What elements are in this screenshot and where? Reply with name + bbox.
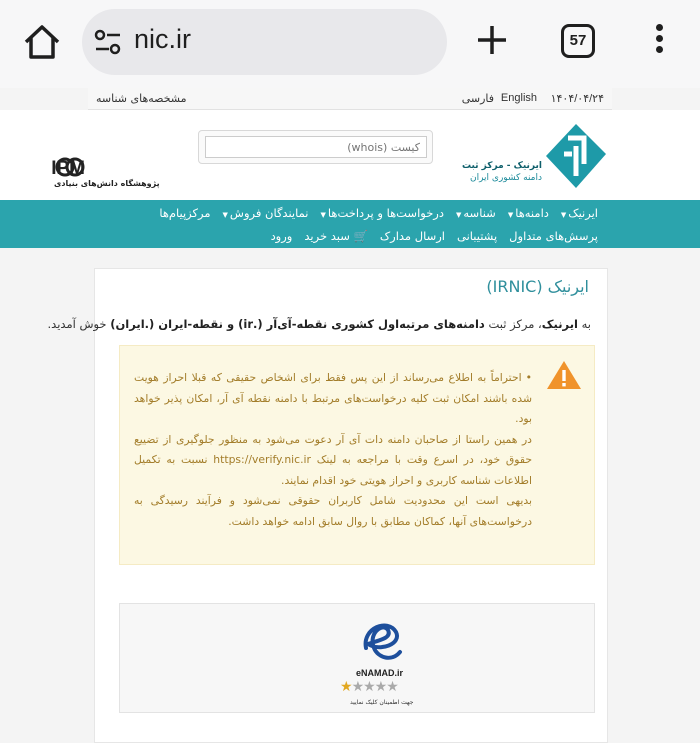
nav-item-messages[interactable]: مرکزپیام‌ها [159, 206, 211, 220]
whois-input[interactable] [205, 136, 427, 158]
nav-row-2 [265, 229, 604, 243]
irnic-logo-text [462, 160, 542, 184]
nav-item-faq[interactable]: پرسش‌های متداول [509, 229, 598, 243]
address-bar[interactable] [82, 9, 447, 75]
whois-search-box [198, 130, 433, 164]
nav-item-resellers[interactable]: نمایندگان فروش▼ [222, 206, 309, 220]
ipm-logo[interactable] [51, 156, 128, 179]
cart-icon: 🛒 [349, 229, 368, 243]
nav-item-support[interactable]: پشتیبانی [456, 229, 498, 243]
alert-body [134, 368, 532, 532]
star-empty-icon: ★★★★ [351, 679, 398, 695]
warning-icon [546, 360, 582, 390]
new-tab-icon[interactable] [476, 24, 508, 56]
site-header [0, 110, 700, 200]
warning-alert [119, 345, 595, 565]
irnic-subtitle: دامنه کشوری ایران [469, 173, 542, 183]
nav-item-documents[interactable]: ارسال مدارک [379, 229, 445, 243]
page-title: ایرنیک (IRNIC) [486, 277, 589, 296]
browser-toolbar [0, 0, 700, 88]
site-settings-icon[interactable] [94, 29, 122, 55]
nav-item-requests[interactable]: درخواست‌ها و پرداخت‌ها▼ [320, 206, 444, 220]
home-icon[interactable] [22, 22, 62, 62]
enamad-logo[interactable] [358, 614, 404, 668]
caret-down-icon: ▼ [222, 211, 228, 219]
nav-item-handle[interactable]: شناسه▼ [456, 206, 496, 220]
caret-down-icon: ▼ [320, 211, 326, 219]
irnic-name: ایرنیک - مرکز ثبت [461, 161, 542, 171]
url-text[interactable]: nic.ir [134, 24, 192, 54]
main-nav [0, 200, 700, 248]
web-page [0, 88, 700, 743]
more-menu-icon[interactable] [652, 24, 666, 60]
caret-down-icon: ▼ [456, 211, 462, 219]
enamad-name: eNAMAD.ir [356, 668, 404, 678]
lang-farsi-link[interactable]: فارسی [461, 92, 494, 105]
enamad-badge-box [119, 603, 595, 713]
irnic-logo[interactable] [546, 124, 606, 188]
lang-english-link[interactable]: English [500, 92, 537, 104]
nav-row-1 [153, 206, 604, 220]
star-filled-icon: ★ [340, 679, 352, 695]
alert-paragraph-3: بدیهی است این محدودیت شامل کاربران حقوقی نمی‌شود و فرآیند رسیدگی به درخواست‌های آنها، کماکان مطابق با روال سابق ادامه خواهد داشت. [134, 494, 532, 528]
identifiers-link[interactable]: مشخصه‌های شناسه [96, 92, 187, 105]
caret-down-icon: ▼ [560, 211, 567, 219]
nav-item-irnic[interactable]: ایرنیک▼ [560, 206, 598, 220]
enamad-subtitle: جهت اطمینان کلیک نمایید [350, 699, 414, 706]
nav-item-login[interactable]: ورود [270, 229, 293, 243]
welcome-text: به ایرنیک، مرکز ثبت دامنه‌های مرتبه‌اول کشوری نقطه-آی‌آر (.ir) و نقطه-ایران (.ایران) خوش آمدید. [47, 317, 591, 331]
nav-item-cart[interactable]: 🛒 سبد خرید [304, 229, 368, 243]
nav-item-domains[interactable]: دامنه‌ها▼ [507, 206, 549, 220]
tab-switcher-button[interactable]: 57 [561, 24, 595, 58]
ipm-label: IPM [51, 158, 85, 179]
alert-paragraph-2: در همین راستا از صاحبان دامنه دات آی آر دعوت می‌شود به منظور جلوگیری از تضییع حقوق خود، در اسرع وقت با مراجعه به لینک https://verify.nic.ir نسبت به تکمیل اطلاعات شناسه کاربری و احراز هویتی خود اقدام نمایند. [134, 432, 533, 487]
alert-paragraph-1: •احتراماً به اطلاع می‌رساند از این پس فقط برای اشخاص حقیقی که قبلا احراز هویت شده باشند امکان ثبت کلیه درخواست‌های مرتبط با دامنه نقطه آی آر، امکان پذیر خواهد بود. [134, 371, 532, 425]
date-text: ۱۴۰۴/۰۴/۲۴ [550, 93, 604, 105]
main-card [47, 268, 608, 743]
top-strip [88, 88, 612, 110]
enamad-rating [340, 679, 398, 695]
caret-down-icon: ▼ [507, 211, 514, 219]
ipm-subtitle: پژوهشگاه دانش‌های بنیادی [54, 179, 160, 188]
